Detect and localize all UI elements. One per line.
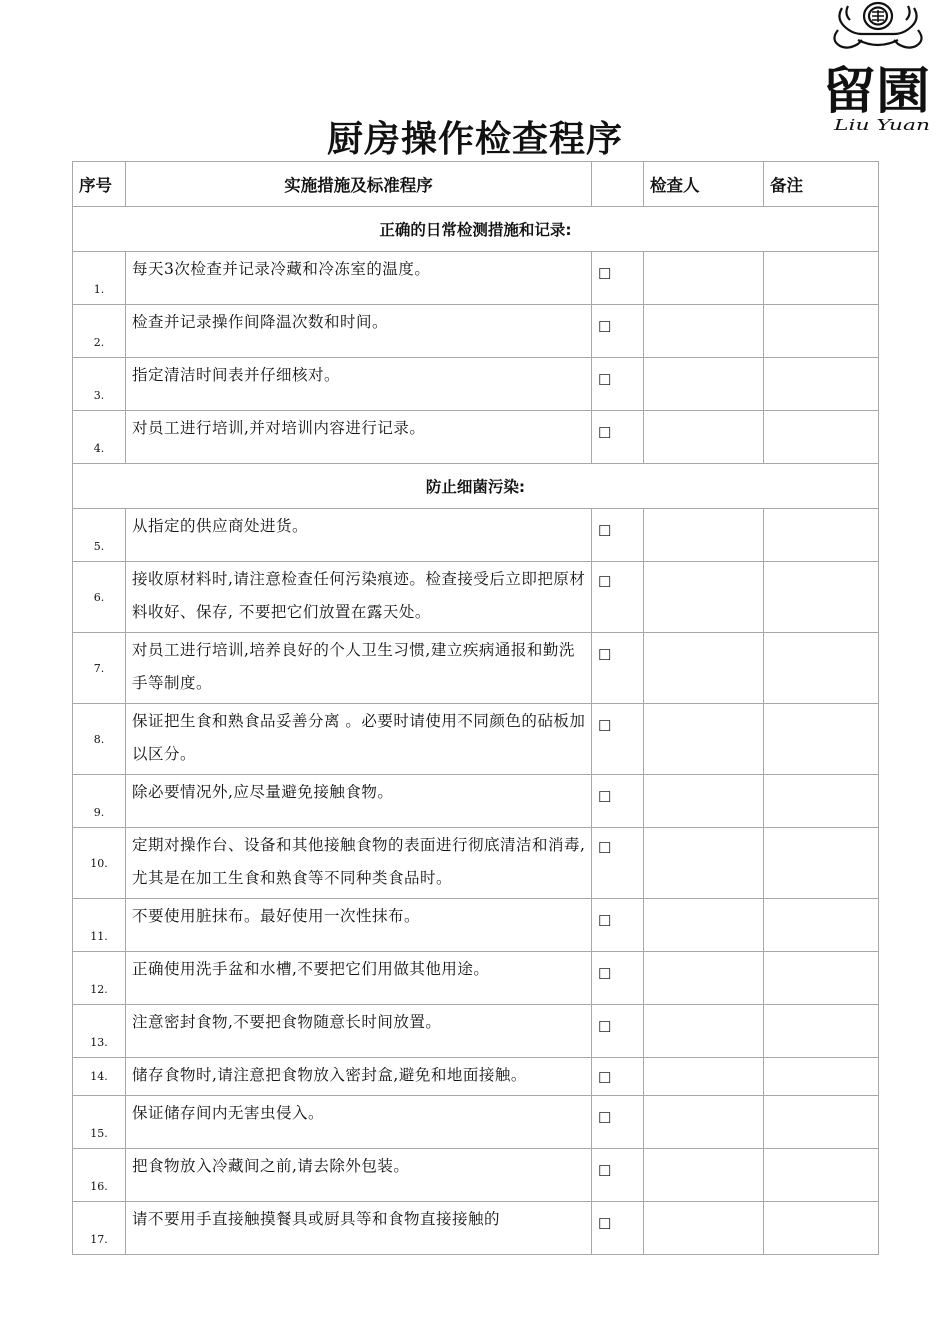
checker-cell[interactable] [644, 704, 764, 775]
header-row [73, 162, 879, 207]
header-procedure: 实施措施及标准程序 [126, 162, 592, 207]
item-number: 15. [73, 1096, 126, 1149]
item-number: 6. [73, 562, 126, 633]
checker-cell[interactable] [644, 358, 764, 411]
item-number: 9. [73, 775, 126, 828]
table-row [73, 828, 879, 899]
checkbox-icon[interactable]: ☐ [598, 788, 612, 806]
header-check-col [592, 162, 644, 207]
item-text: 每天3次检查并记录冷藏和冷冻室的温度。 [126, 252, 592, 305]
checkbox-icon[interactable]: ☐ [598, 424, 612, 442]
section-heading: 防止细菌污染: [73, 464, 879, 509]
header-checker: 检查人 [644, 162, 764, 207]
checkbox-icon[interactable]: ☐ [598, 522, 612, 540]
checkbox-icon[interactable]: ☐ [598, 1162, 612, 1180]
checkbox[interactable] [592, 1202, 644, 1255]
checkbox-icon[interactable]: ☐ [598, 717, 612, 735]
remarks-cell[interactable] [764, 1058, 879, 1096]
item-text: 不要使用脏抹布。最好使用一次性抹布。 [126, 899, 592, 952]
checker-cell[interactable] [644, 952, 764, 1005]
checkbox[interactable] [592, 775, 644, 828]
table-row [73, 775, 879, 828]
item-number: 8. [73, 704, 126, 775]
remarks-cell[interactable] [764, 358, 879, 411]
item-text: 接收原材料时,请注意检查任何污染痕迹。检查接受后立即把原材料收好、保存, 不要把它们放置在露天处。 [126, 562, 592, 633]
checker-cell[interactable] [644, 1005, 764, 1058]
checkbox-icon[interactable]: ☐ [598, 912, 612, 930]
remarks-cell[interactable] [764, 305, 879, 358]
item-text: 指定清洁时间表并仔细核对。 [126, 358, 592, 411]
checkbox-icon[interactable]: ☐ [598, 965, 612, 983]
table-row [73, 1058, 879, 1096]
checkbox-icon[interactable]: ☐ [598, 646, 612, 664]
remarks-cell[interactable] [764, 952, 879, 1005]
table-row [73, 411, 879, 464]
remarks-cell[interactable] [764, 704, 879, 775]
checkbox[interactable] [592, 828, 644, 899]
checkbox[interactable] [592, 358, 644, 411]
checker-cell[interactable] [644, 828, 764, 899]
checkbox-icon[interactable]: ☐ [598, 265, 612, 283]
checker-cell[interactable] [644, 1096, 764, 1149]
item-text: 定期对操作台、设备和其他接触食物的表面进行彻底清洁和消毒,尤其是在加工生食和熟食等不同种类食品时。 [126, 828, 592, 899]
item-number: 3. [73, 358, 126, 411]
item-text: 把食物放入冷藏间之前,请去除外包装。 [126, 1149, 592, 1202]
checkbox-icon[interactable]: ☐ [598, 318, 612, 336]
checkbox[interactable] [592, 1058, 644, 1096]
checkbox[interactable] [592, 1005, 644, 1058]
item-text: 储存食物时,请注意把食物放入密封盒,避免和地面接触。 [126, 1058, 592, 1096]
item-number: 4. [73, 411, 126, 464]
checker-cell[interactable] [644, 252, 764, 305]
checkbox-icon[interactable]: ☐ [598, 1215, 612, 1233]
checker-cell[interactable] [644, 775, 764, 828]
remarks-cell[interactable] [764, 828, 879, 899]
checker-cell[interactable] [644, 509, 764, 562]
checkbox[interactable] [592, 509, 644, 562]
item-text: 保证储存间内无害虫侵入。 [126, 1096, 592, 1149]
section-row [73, 207, 879, 252]
remarks-cell[interactable] [764, 899, 879, 952]
section-heading: 正确的日常检测措施和记录: [73, 207, 879, 252]
checker-cell[interactable] [644, 1149, 764, 1202]
logo-cn-text: 留園 [822, 61, 930, 120]
item-text: 注意密封食物,不要把食物随意长时间放置。 [126, 1005, 592, 1058]
checklist-table [72, 161, 879, 1255]
item-number: 13. [73, 1005, 126, 1058]
section-row [73, 464, 879, 509]
table-row [73, 704, 879, 775]
table-row [73, 1096, 879, 1149]
item-text: 请不要用手直接触摸餐具或厨具等和食物直接接触的 [126, 1202, 592, 1255]
checkbox-icon[interactable]: ☐ [598, 1018, 612, 1036]
checker-cell[interactable] [644, 1202, 764, 1255]
item-text: 正确使用洗手盆和水槽,不要把它们用做其他用途。 [126, 952, 592, 1005]
checkbox-icon[interactable]: ☐ [598, 573, 612, 591]
checkbox-icon[interactable]: ☐ [598, 1069, 612, 1087]
remarks-cell[interactable] [764, 509, 879, 562]
item-number: 10. [73, 828, 126, 899]
checker-cell[interactable] [644, 305, 764, 358]
remarks-cell[interactable] [764, 1149, 879, 1202]
header-remarks: 备注 [764, 162, 879, 207]
remarks-cell[interactable] [764, 252, 879, 305]
remarks-cell[interactable] [764, 1005, 879, 1058]
checkbox[interactable] [592, 305, 644, 358]
page-title: 厨房操作检查程序 [326, 119, 623, 160]
checkbox-icon[interactable]: ☐ [598, 839, 612, 857]
header-no: 序号 [73, 162, 126, 207]
item-number: 17. [73, 1202, 126, 1255]
remarks-cell[interactable] [764, 1096, 879, 1149]
item-number: 2. [73, 305, 126, 358]
table-row [73, 509, 879, 562]
item-number: 16. [73, 1149, 126, 1202]
table-row [73, 1005, 879, 1058]
table-row [73, 252, 879, 305]
table-row [73, 358, 879, 411]
checkbox[interactable] [592, 252, 644, 305]
checkbox-icon[interactable]: ☐ [598, 1109, 612, 1127]
checkbox[interactable] [592, 562, 644, 633]
checkbox[interactable] [592, 411, 644, 464]
checker-cell[interactable] [644, 633, 764, 704]
item-text: 从指定的供应商处进货。 [126, 509, 592, 562]
checker-cell[interactable] [644, 562, 764, 633]
logo-en-text: Liu Yuan [832, 116, 930, 134]
item-number: 1. [73, 252, 126, 305]
item-number: 7. [73, 633, 126, 704]
item-number: 14. [73, 1058, 126, 1096]
item-number: 12. [73, 952, 126, 1005]
item-text: 对员工进行培训,培养良好的个人卫生习惯,建立疾病通报和勤洗手等制度。 [126, 633, 592, 704]
checkbox[interactable] [592, 952, 644, 1005]
item-text: 保证把生食和熟食品妥善分离 。必要时请使用不同颜色的砧板加以区分。 [126, 704, 592, 775]
table-row [73, 1202, 879, 1255]
table-row [73, 952, 879, 1005]
checkbox[interactable] [592, 1096, 644, 1149]
remarks-cell[interactable] [764, 1202, 879, 1255]
item-text: 除必要情况外,应尽量避免接触食物。 [126, 775, 592, 828]
table-row [73, 899, 879, 952]
table-row [73, 305, 879, 358]
remarks-cell[interactable] [764, 411, 879, 464]
checkbox-icon[interactable]: ☐ [598, 371, 612, 389]
item-number: 5. [73, 509, 126, 562]
checker-cell[interactable] [644, 899, 764, 952]
table-row [73, 1149, 879, 1202]
remarks-cell[interactable] [764, 562, 879, 633]
checkbox[interactable] [592, 633, 644, 704]
checkbox[interactable] [592, 899, 644, 952]
checkbox[interactable] [592, 704, 644, 775]
checker-cell[interactable] [644, 1058, 764, 1096]
item-text: 对员工进行培训,并对培训内容进行记录。 [126, 411, 592, 464]
item-text: 检查并记录操作间降温次数和时间。 [126, 305, 592, 358]
remarks-cell[interactable] [764, 775, 879, 828]
table-row [73, 633, 879, 704]
remarks-cell[interactable] [764, 633, 879, 704]
checkbox[interactable] [592, 1149, 644, 1202]
checker-cell[interactable] [644, 411, 764, 464]
table-row [73, 562, 879, 633]
item-number: 11. [73, 899, 126, 952]
